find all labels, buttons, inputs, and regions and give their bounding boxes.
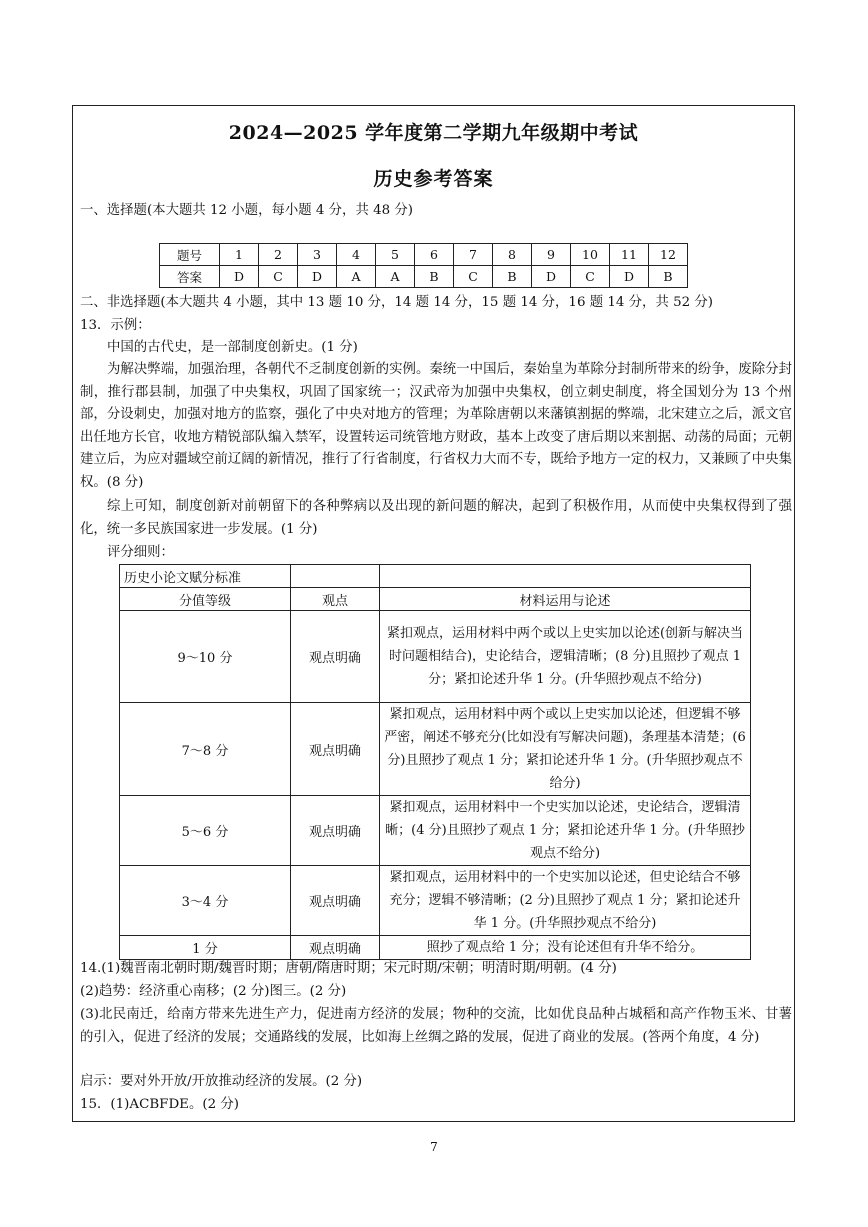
question-number: 11: [610, 244, 649, 266]
question-number: 3: [298, 244, 337, 266]
answer-cell: D: [610, 266, 649, 288]
rubric-header-row: [120, 588, 751, 611]
answer-cell: A: [337, 266, 376, 288]
question-number: 6: [415, 244, 454, 266]
rubric-table: [119, 564, 751, 960]
question-number: 8: [493, 244, 532, 266]
rubric-title: 历史小论文赋分标准: [120, 565, 291, 588]
exam-title: 2024—2025 学年度第二学期九年级期中考试: [228, 122, 639, 144]
rubric-row: [120, 936, 751, 960]
view-criterion: 观点明确: [291, 796, 380, 866]
section1-heading: 一、选择题(本大题共 12 小题，每小题 4 分，共 48 分): [80, 203, 414, 218]
score-level: 9～10 分: [120, 611, 291, 703]
rubric-title-row: [120, 565, 751, 588]
answer-key-table: [159, 243, 688, 288]
q14-insight: 启示：要对外开放/开放推动经济的发展。(2 分): [80, 1074, 363, 1089]
question-number: 9: [532, 244, 571, 266]
rubric-label: 评分细则：: [107, 545, 174, 560]
question-number: 4: [337, 244, 376, 266]
view-criterion: 观点明确: [291, 611, 380, 703]
score-level: 1 分: [120, 936, 291, 960]
q15-part1: 15．(1)ACBFDE。(2 分): [80, 1097, 239, 1112]
row-label: 题号: [160, 244, 220, 266]
section2-heading: 二、非选择题(本大题共 4 小题，其中 13 题 10 分，14 题 14 分，15 题 14 分，16 题 14 分，共 52 分): [80, 295, 714, 310]
score-level: 3～4 分: [120, 866, 291, 936]
rubric-empty-cell: [291, 565, 380, 588]
q13-body: 为解决弊端，加强治理，各朝代不乏制度创新的实例。秦统一中国后，秦始皇为革除分封制所带来的纷争，废除分封制，推行郡县制，加强了中央集权，巩固了国家统一；汉武帝为加强中央集权，创立刺史制度，将全国划分为 13 个州部，分设刺史，加强对地方的监察，强化了中央对地方的管理；为革除唐朝以来藩镇割据的弊端，北宋建立之后，派文官出任地方长官，收地方精锐部队编入禁军，设置转运司统管地方财政，基本上改变了唐后期以来割据、动荡的局面；元朝建立后，为应对疆域空前辽阔的新情况，推行了行省制度，行省权力大而不专，既给予地方一定的权力，又兼顾了中央集权。(8 分): [80, 362, 792, 490]
q14-part3: (3)北民南迁，给南方带来先进生产力，促进南方经济的发展；物种的交流，比如优良品种占城稻和高产作物玉米、甘薯的引入，促进了经济的发展；交通路线的发展，比如海上丝绸之路的发展，促进了商业的发展。(答两个角度，4 分): [80, 1007, 792, 1045]
page-number: 7: [430, 1140, 438, 1154]
argument-criterion: 照抄了观点给 1 分；没有论述但有升华不给分。: [380, 936, 751, 960]
argument-criterion: 紧扣观点，运用材料中的一个史实加以论述，但史论结合不够充分；逻辑不够清晰；(2 分)且照抄了观点 1 分；紧扣论述升华 1 分。(升华照抄观点不给分): [380, 866, 751, 936]
answer-cell: B: [415, 266, 454, 288]
row-label: 答案: [160, 266, 220, 288]
question-number: 10: [571, 244, 610, 266]
q13-thesis: 中国的古代史，是一部制度创新史。(1 分): [107, 340, 358, 355]
answer-cell: B: [493, 266, 532, 288]
answer-cell: D: [298, 266, 337, 288]
answer-cell: D: [220, 266, 259, 288]
rubric-row: [120, 611, 751, 703]
answer-cell: A: [376, 266, 415, 288]
q13-label: 13．示例：: [80, 318, 151, 333]
column-header: 分值等级: [120, 588, 291, 611]
question-number: 5: [376, 244, 415, 266]
question-number-row: [160, 244, 688, 266]
rubric-row: [120, 866, 751, 936]
view-criterion: 观点明确: [291, 936, 380, 960]
rubric-row: [120, 703, 751, 796]
column-header: 材料运用与论述: [380, 588, 751, 611]
argument-criterion: 紧扣观点，运用材料中两个或以上史实加以论述，但逻辑不够严密，阐述不够充分(比如没有写解决问题)，条理基本清楚；(6 分)且照抄了观点 1 分；紧扣论述升华 1 分。(升华照抄观点不给分): [380, 703, 751, 796]
answer-cell: D: [532, 266, 571, 288]
question-number: 7: [454, 244, 493, 266]
rubric-empty-cell: [380, 565, 751, 588]
argument-criterion: 紧扣观点，运用材料中两个或以上史实加以论述(创新与解决当时问题相结合)，史论结合，逻辑清晰；(8 分)且照抄了观点 1 分；紧扣论述升华 1 分。(升华照抄观点不给分): [380, 611, 751, 703]
answer-cell: C: [454, 266, 493, 288]
answer-cell: C: [259, 266, 298, 288]
question-number: 1: [220, 244, 259, 266]
answer-cell: C: [571, 266, 610, 288]
question-number: 2: [259, 244, 298, 266]
rubric-row: [120, 796, 751, 866]
answer-cell: B: [649, 266, 688, 288]
column-header: 观点: [291, 588, 380, 611]
score-level: 7～8 分: [120, 703, 291, 796]
q14-part2: (2)趋势：经济重心南移；(2 分)图三。(2 分): [80, 984, 347, 999]
exam-subtitle: 历史参考答案: [373, 168, 494, 190]
q14-part1: 14.(1)魏晋南北朝时期/魏晋时期；唐朝/隋唐时期；宋元时期/宋朝；明清时期/明朝。(4 分): [80, 961, 617, 976]
question-number: 12: [649, 244, 688, 266]
q13-conclusion: 综上可知，制度创新对前朝留下的各种弊病以及出现的新问题的解决，起到了积极作用，从而使中央集权得到了强化，统一多民族国家进一步发展。(1 分): [80, 499, 792, 537]
view-criterion: 观点明确: [291, 866, 380, 936]
view-criterion: 观点明确: [291, 703, 380, 796]
answer-row: [160, 266, 688, 288]
argument-criterion: 紧扣观点，运用材料中一个史实加以论述，史论结合，逻辑清晰；(4 分)且照抄了观点 1 分；紧扣论述升华 1 分。(升华照抄观点不给分): [380, 796, 751, 866]
score-level: 5～6 分: [120, 796, 291, 866]
